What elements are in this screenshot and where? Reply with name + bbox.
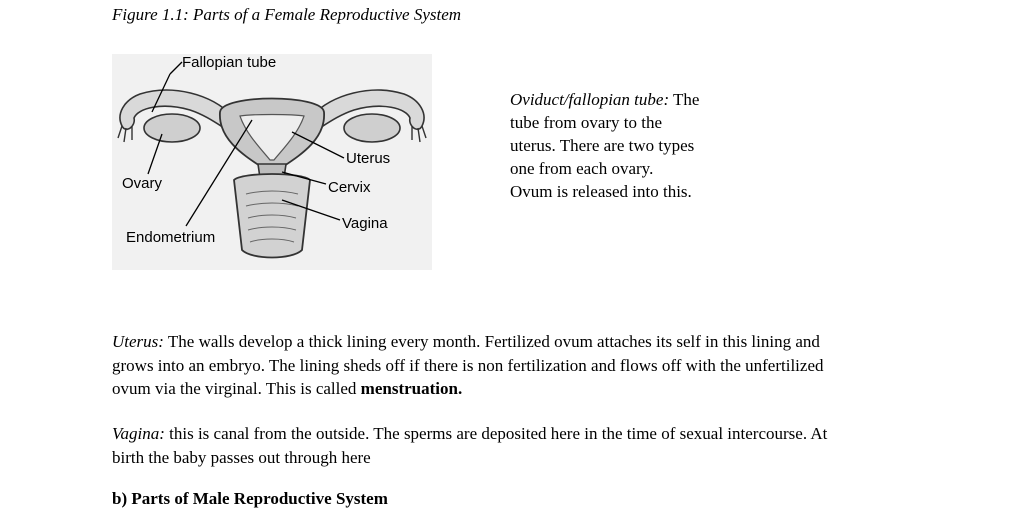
diagram-svg xyxy=(112,54,432,270)
fallopian-tube-term: Oviduct/fallopian tube: xyxy=(510,90,670,109)
left-ovary-shape xyxy=(144,114,200,142)
reproductive-system-diagram xyxy=(112,54,432,270)
uterus-term: Uterus: xyxy=(112,332,164,351)
figure-caption: Figure 1.1: Parts of a Female Reproductive System xyxy=(112,5,462,24)
menstruation-term: menstruation. xyxy=(360,379,463,398)
label-ovary: Ovary xyxy=(122,175,163,192)
male-system-heading: b) Parts of Male Reproductive System xyxy=(112,489,388,508)
vagina-paragraph xyxy=(112,422,852,469)
uterus-paragraph xyxy=(112,330,852,401)
label-uterus: Uterus xyxy=(346,150,391,167)
fallopian-tube-text: The tube from ovary to the uterus. There are two types one from each ovary. Ovum is released into this. xyxy=(510,90,700,201)
label-cervix: Cervix xyxy=(328,179,371,196)
label-vagina: Vagina xyxy=(342,215,388,232)
vagina-term: Vagina: xyxy=(112,424,165,443)
label-endometrium: Endometrium xyxy=(126,229,216,246)
uterus-text: The walls develop a thick lining every month. Fertilized ovum attaches its self in this lining and grows into an embryo. The lining sheds off if there is non fertilization and flows off with the unfertilized ovum via the virginal. This is called xyxy=(112,332,824,398)
right-ovary-shape xyxy=(344,114,400,142)
vagina-shape xyxy=(234,174,310,258)
label-fallopian-tube: Fallopian tube xyxy=(182,54,277,71)
vagina-text: this is canal from the outside. The sperms are deposited here in the time of sexual intercourse. At birth the baby passes out through here xyxy=(112,424,828,467)
fallopian-tube-description xyxy=(510,88,700,203)
